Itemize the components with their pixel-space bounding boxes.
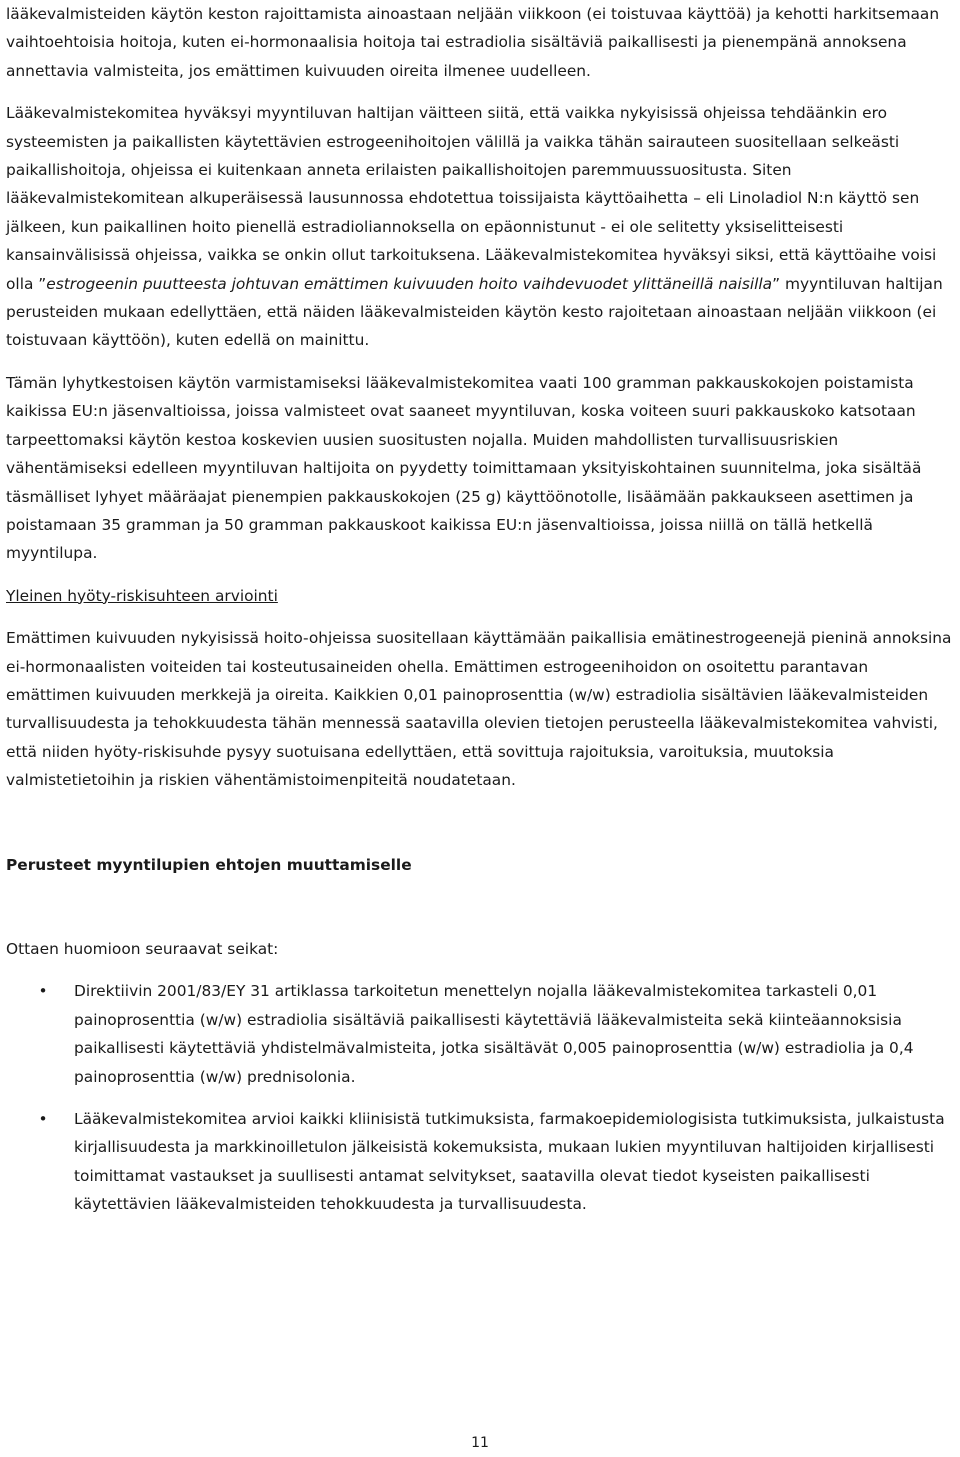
paragraph-intro: lääkevalmisteiden käytön keston rajoittamista ainoastaan neljään viikkoon (ei toistuvaa käyttöä) ja kehotti harkitsemaan vaihtoehtoisia hoitoja, kuten ei-hormonaalisia hoitoja tai estradiolia sisältäviä paikallisesti ja pienempänä annoksena annettavia valmisteita, jos emättimen kuivuuden oireita ilmenee uudelleen. <box>6 5 940 80</box>
page-number: 11 <box>471 1435 489 1451</box>
heading-grounds: Perusteet myyntilupien ehtojen muuttamiselle <box>6 855 412 874</box>
list-item <box>6 977 954 1091</box>
paragraph-committee-acceptance-part1: Lääkevalmistekomitea hyväksyi myyntiluvan haltijan väitteen siitä, että vaikka nykyisissä ohjeissa tehdäänkin ero systeemisten ja paikallisten käytettävien estrogeenihoitojen välillä ja vaikka tähän sairauteen suositellaan selkeästi paikallishoitoja, ohjeissa ei kuitenkaan anneta erilaisten paikallishoitojen paremmuussuositusta. Siten lääkevalmistekomitean alkuperäisessä lausunnossa ehdotettua toissijaista käyttöaihetta – eli Linoladiol N:n käyttö sen jälkeen, kun paikallinen hoito pienellä estradioliannoksella on epäonnistunut - ei ole selitetty yksiselitteisesti kansainvälisissä ohjeissa, vaikka se onkin ollut tarkoituksena. Lääkevalmistekomitea hyväksyi siksi, että käyttöaihe voisi olla ” <box>6 104 937 293</box>
bullet-list <box>6 977 954 1218</box>
paragraph-pack-size: Tämän lyhytkestoisen käytön varmistamiseksi lääkevalmistekomitea vaati 100 gramman pakkauskokojen poistamista kaikissa EU:n jäsenvaltioissa, joissa valmisteet ovat saaneet myyntiluvan, koska voiteen suuri pakkauskoko katsotaan tarpeettomaksi käytön kestoa koskevien uusien suositusten nojalla. Muiden mahdollisten turvallisuusriskien vähentämiseksi edelleen myyntiluvan haltijoita on pyydetty toimittamaan yksityiskohtainen suunnitelma, joka sisältää täsmälliset lyhyet määräajat pienempien pakkauskokojen (25 g) käyttöönotolle, lisäämään pakkaukseen asettimen ja poistamaan 35 gramman ja 50 gramman pakkauskoot kaikissa EU:n jäsenvaltioissa, joissa niillä on tällä hetkellä myyntilupa. <box>6 373 922 563</box>
indication-text: estrogeenin puutteesta johtuvan emättimen kuivuuden hoito vaihdevuodet ylittäneillä naisilla <box>46 274 773 293</box>
paragraph-benefit-risk: Emättimen kuivuuden nykyisissä hoito-ohjeissa suositellaan käyttämään paikallisia emätinestrogeenejä pieninä annoksina ei-hormonaalisten voiteiden tai kosteutusaineiden ohella. Emättimen estrogeenihoidon on osoitettu parantavan emättimen kuivuuden merkkejä ja oireita. Kaikkien 0,01 painoprosenttia (w/w) estradiolia sisältävien lääkevalmisteiden turvallisuudesta ja tehokkuudesta tähän mennessä saatavilla olevien tietojen perusteella lääkevalmistekomitea vahvisti, että niiden hyöty-riskisuhde pysyy suotuisana edellyttäen, että sovittuja rajoituksia, varoituksia, muutoksia valmistetietoihin ja riskien vähentämistoimenpiteitä noudatetaan. <box>6 629 952 790</box>
document-page <box>6 0 954 1219</box>
paragraph-committee-acceptance-part2: ” myyntiluvan haltijan perusteiden mukaan edellyttäen, että näiden lääkevalmisteiden käytön kesto rajoitetaan ainoastaan neljään viikkoon (ei toistuvaan käyttöön), kuten edellä on mainittu. <box>6 274 943 350</box>
paragraph-considering: Ottaen huomioon seuraavat seikat: <box>6 939 279 958</box>
list-item-text: Lääkevalmistekomitea arvioi kaikki kliinisistä tutkimuksista, farmakoepidemiologisista tutkimuksista, julkaistusta kirjallisuudesta ja markkinoilletulon jälkeisistä kokemuksista, mukaan lukien myyntiluvan haltijoiden kirjallisesti toimittamat vastaukset ja suullisesti antamat selvitykset, saatavilla olevat tiedot kyseisten paikallisesti käytettävien lääkevalmisteiden tehokkuudesta ja turvallisuudesta. <box>74 1110 945 1214</box>
list-item-text: Direktiivin 2001/83/EY 31 artiklassa tarkoitetun menettelyn nojalla lääkevalmistekomitea tarkasteli 0,01 painoprosenttia (w/w) estradiolia sisältäviä paikallisesti käytettäviä lääkevalmisteita sekä kiinteäannoksisia paikallisesti käytettäviä yhdistelmävalmisteita, jotka sisältävät 0,005 painoprosenttia (w/w) estradiolia ja 0,4 painoprosenttia (w/w) prednisolonia. <box>74 982 914 1086</box>
heading-benefit-risk: Yleinen hyöty-riskisuhteen arviointi <box>6 586 278 605</box>
paragraph-committee-acceptance <box>6 99 954 355</box>
list-item <box>6 1105 954 1219</box>
bullet-icon: • <box>38 1110 48 1128</box>
bullet-icon: • <box>38 982 48 1001</box>
